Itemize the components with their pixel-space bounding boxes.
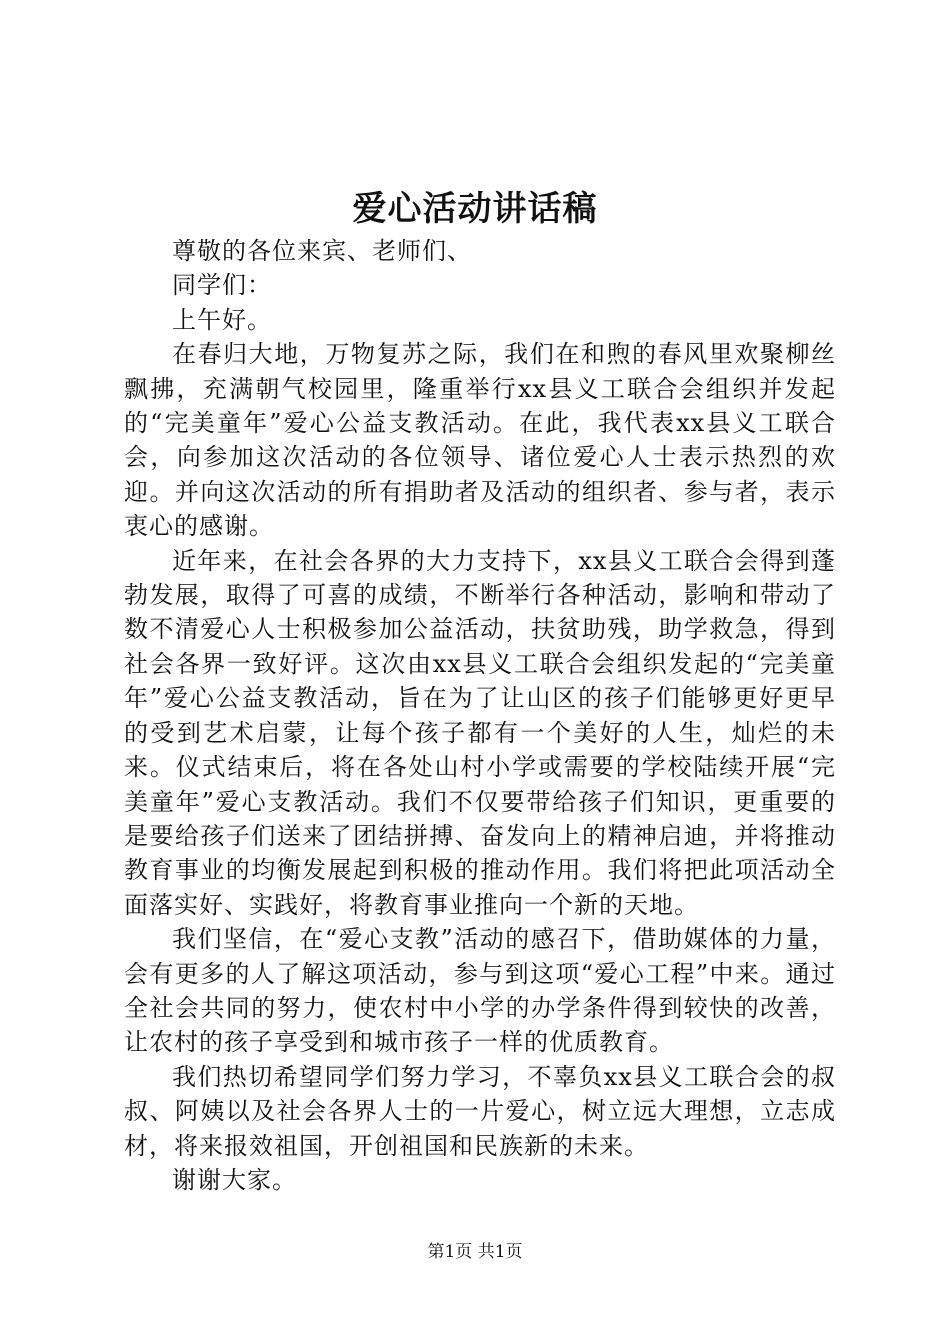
closing-thanks: 谢谢大家。 bbox=[172, 1165, 297, 1194]
greeting: 上午好。 bbox=[172, 305, 272, 334]
paragraph-background: 近年来，在社会各界的大力支持下，xx县义工联合会得到蓬勃发展，取得了可喜的成绩，不断举行各种活动，影响和带动了数不清爱心人士积极参加公益活动，扶贫助残，助学救急，得到社会各界一致好评。这次由xx县义工联合会组织发起的“完美童年”爱心公益支教活动，旨在为了让山区的孩子们能够更好更早的受到艺术启蒙，让每个孩子都有一个美好的人生，灿烂的未来。仪式结束后，将在各处山村小学或需要的学校陆续开展“完美童年”爱心支教活动。我们不仅要带给孩子们知识，更重要的是要给孩子们送来了团结拼搏、奋发向上的精神启迪，并将推动教育事业的均衡发展起到积极的推动作用。我们将把此项活动全面落实好、实践好，将教育事业推向一个新的天地。 bbox=[124, 546, 836, 919]
paragraph-welcome: 在春归大地，万物复苏之际，我们在和煦的春风里欢聚柳丝飘拂，充满朝气校园里，隆重举行xx县义工联合会组织并发起的“完美童年”爱心公益支教活动。在此，我代表xx县义工联合会，向参加这次活动的各位领导、诸位爱心人士表示热烈的欢迎。并向这次活动的所有捐助者及活动的组织者、参与者，表示衷心的感谢。 bbox=[124, 340, 836, 541]
paragraph-hope: 我们热切希望同学们努力学习，不辜负xx县义工联合会的叔叔、阿姨以及社会各界人士的一片爱心，树立远大理想，立志成材，将来报效祖国，开创祖国和民族新的未来。 bbox=[124, 1062, 836, 1160]
page-title: 爱心活动讲话稿 bbox=[352, 189, 598, 229]
salutation-line-2: 同学们： bbox=[172, 271, 272, 300]
paragraph-belief: 我们坚信，在“爱心支教”活动的感召下，借助媒体的力量，会有更多的人了解这项活动，参与到这项“爱心工程”中来。通过全社会共同的努力，使农村中小学的办学条件得到较快的改善，让农村的孩子享受到和城市孩子一样的优质教育。 bbox=[124, 925, 836, 1057]
document-body bbox=[124, 234, 836, 1197]
salutation-line-1: 尊敬的各位来宾、老师们、 bbox=[172, 237, 472, 265]
page-number-footer: 第1页 共1页 bbox=[427, 1242, 523, 1262]
